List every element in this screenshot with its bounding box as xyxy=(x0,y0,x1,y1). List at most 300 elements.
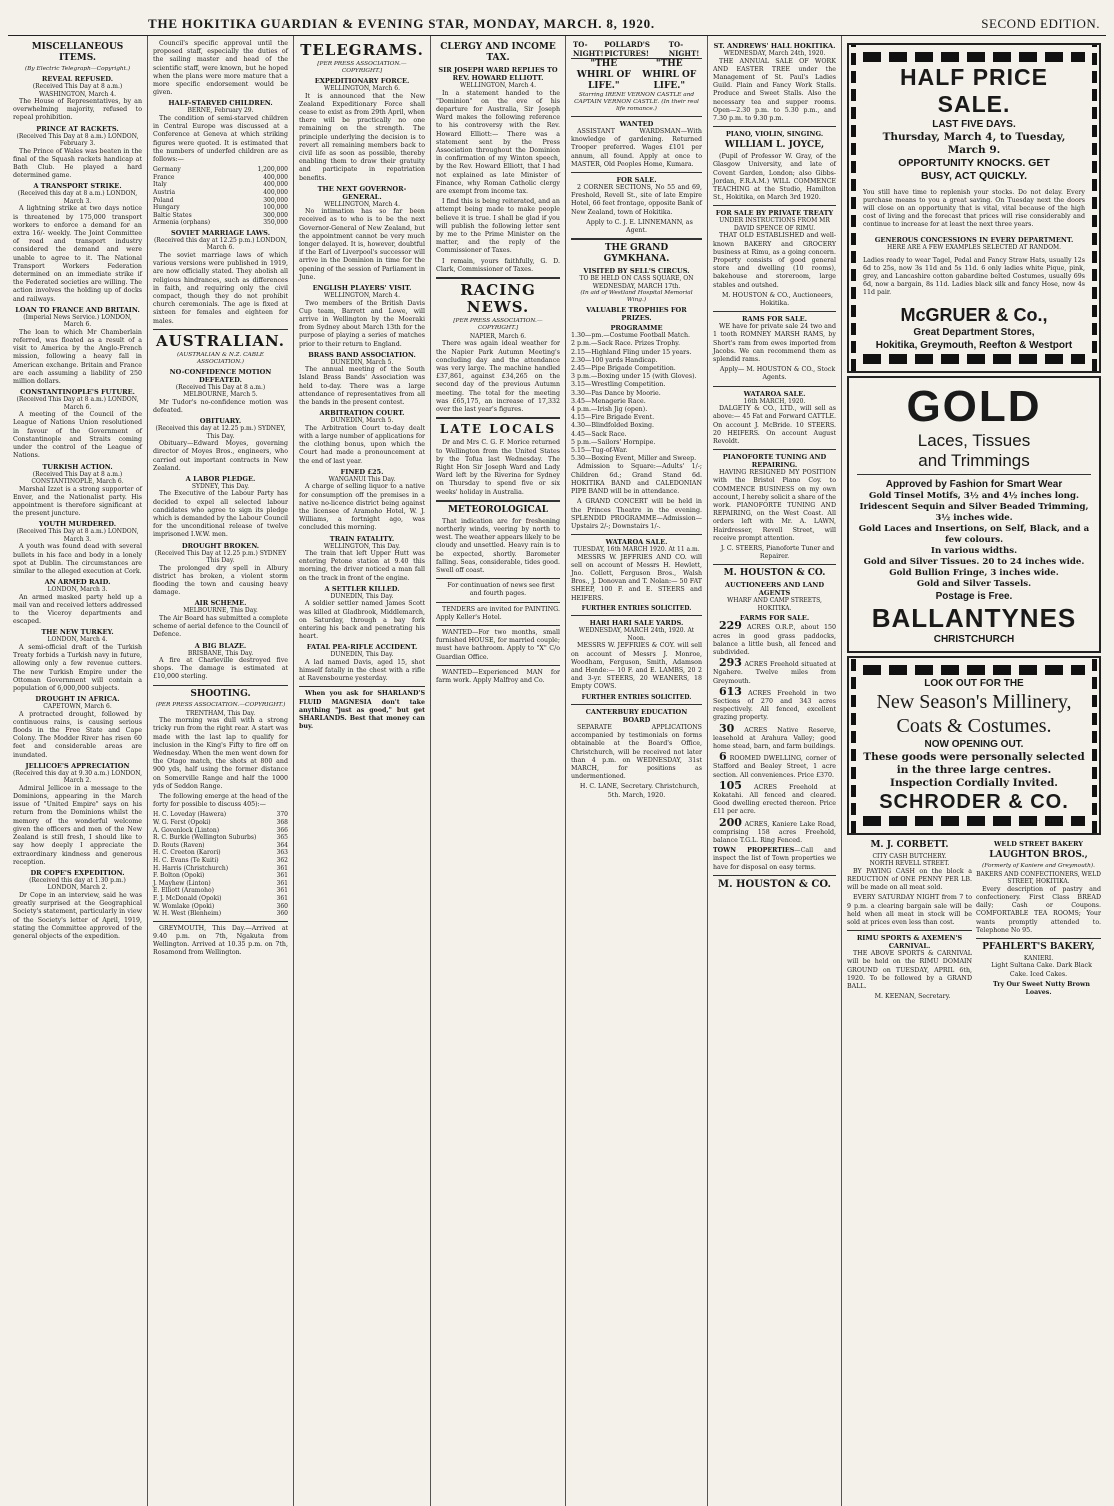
table-row xyxy=(153,880,288,888)
count-cell: 400,000 xyxy=(263,188,288,196)
halfprice-body: You still have time to replenish your stocks. Do not delay. Every purchase means to you a great saving. On Tuesday next the doors will close on an opportunity that is vital, vital because of the high cost of living and the forecast that prices will rise considerably and continue to increase for at least the next three years. xyxy=(863,189,1085,229)
table-row xyxy=(153,910,288,918)
country-cell: Austria xyxy=(153,188,176,196)
scores-table xyxy=(153,811,288,917)
count-cell: 400,000 xyxy=(263,173,288,181)
further-entries-1: FURTHER ENTRIES SOLICITED. xyxy=(581,604,692,612)
gymkhana-aid: (In aid of Westland Hospital Memorial Wing.) xyxy=(580,290,693,304)
column-2 xyxy=(148,36,294,1506)
table-row xyxy=(153,834,288,842)
farm-listing xyxy=(713,619,836,657)
farm-text: ROOMED DWELLING, corner of Stafford and Bealey Street, 1 acre section. All conveniences. Price £370. xyxy=(713,755,836,779)
news-dateline: CAPETOWN, March 6. xyxy=(43,703,112,711)
wataroa2-body: DALGETY & CO., LTD., will sell as above:— 45 Fat and Forward CATTLE. On account J. McBride. 10 STEERS. 20 HEIFERS. On account August Revoldt. xyxy=(713,405,836,445)
telegram-title: FINED £25. xyxy=(340,467,384,476)
wataroa2-heading: WATAROA SALE. xyxy=(743,389,806,398)
country-cell: Italy xyxy=(153,181,167,189)
shooter-name: F. Bolton (Opoki) xyxy=(153,872,205,880)
programme-item: 5.30—Boxing Event, Miller and Sweep. xyxy=(571,455,697,463)
programme-title: PROGRAMME xyxy=(610,324,663,333)
shooting-heading: SHOOTING. xyxy=(190,688,251,699)
laughton-sub: (Formerly of Kaniere and Greymouth). xyxy=(982,862,1095,869)
count-cell: 300,000 xyxy=(263,211,288,219)
halfprice-sub: LAST FIVE DAYS. xyxy=(932,119,1016,130)
mcgruer-name: McGRUER & Co., xyxy=(900,304,1048,325)
shooter-score: 361 xyxy=(276,894,288,902)
gold-approved: Approved by Fashion for Smart Wear xyxy=(885,478,1063,490)
farms-heading: FARMS FOR SALE. xyxy=(739,614,810,623)
shooting-dateline: TRENTHAM, This Day. xyxy=(185,709,256,717)
gold-line: Gold Bullion Fringe, 3 inches wide. xyxy=(889,567,1059,578)
farm-listing xyxy=(713,750,836,780)
table-row xyxy=(153,197,288,205)
town-heading: TOWN PROPERTIES xyxy=(713,847,795,855)
children-body: The condition of semi-starved children in Central Europe was discussed at a Conference at Geneva at which striking figures were quoted. It is estimated that the numbers of underfed children are as follows:— xyxy=(153,114,288,163)
gold-postage: Postage is Free. xyxy=(935,590,1013,602)
corbett-name: M. J. CORBETT. xyxy=(870,839,949,850)
table-row xyxy=(153,827,288,835)
wataroa-date: TUESDAY, 16th MARCH 1920. At 11 a.m. xyxy=(573,546,700,554)
telegrams-heading: TELEGRAMS. xyxy=(300,41,424,59)
shooter-score: 362 xyxy=(276,856,288,864)
farm-listing xyxy=(713,815,836,846)
news-dateline: (Received This Day at 8 a.m.) LONDON, February 3. xyxy=(16,132,139,148)
telegram-body: A lad named Davis, aged 15, shot himself fatally in the chest with a rifle at Ravensbourne yesterday. xyxy=(299,658,425,683)
forsale-contact: Apply to C. J. E. LINNEMANN, as Agent. xyxy=(586,218,693,235)
halfprice-opp-2: BUSY, ACT QUICKLY. xyxy=(921,170,1027,182)
shooter-score: 368 xyxy=(276,819,288,827)
news-dateline: (Imperial News Service.) LONDON, March 6. xyxy=(23,313,132,329)
table-row xyxy=(153,189,288,197)
shooter-score: 361 xyxy=(276,872,288,880)
standrews-body: THE ANNUAL SALE OF WORK AND EASTER TREE under the Management of St. Paul's Ladies Guild. Plain and Fancy Work Stalls. Produce and Sweet Stalls. Also the necessary tea and supper rooms. Open—2.30 p.m. to 5.30 p.m., and 7.30 p.m. to 9.30 p.m. xyxy=(713,57,836,122)
telegram-title: ARBITRATION COURT. xyxy=(319,409,405,418)
telegram-title: BRASS BAND ASSOCIATION. xyxy=(308,350,416,359)
news-body: A youth was found dead with several bullets in his face and body in a lonely spot at Dublin. The circumstances are similar to the alleged execution at Cork. xyxy=(13,543,142,575)
aus-dateline: SYDNEY, This Day. xyxy=(191,482,250,490)
joyce-body: (Pupil of Professor W. Gray, of the Glasgow University, and late of Covent Garden, London; also Gibbs-Jordan, F.R.A.M.) WILL COMMENCE TEACHING at the Studio, Hamilton St., Hokitika, on March 3rd 1920. xyxy=(713,153,836,202)
mcgruer-towns: Hokitika, Greymouth, Reefton & Westport xyxy=(875,339,1073,351)
news-title: JELLICOE'S APPRECIATION xyxy=(25,761,130,770)
aus-title: NO-CONFIDENCE MOTION DEFEATED. xyxy=(169,367,272,384)
shooter-score: 364 xyxy=(276,841,288,849)
telegram-body: A charge of selling liquor to a native for consumption off the premises in a native no-licence district being against the licensee of Aramoho Hotel, W. J. Williams, a fortnight ago, was concluded this morning. xyxy=(299,483,425,532)
gold-lines xyxy=(857,491,1091,590)
laughton-ad xyxy=(976,838,1101,1004)
aus-title: A BIG BLAZE. xyxy=(194,641,247,650)
town-body: —Call and inspect the list of Town properties we have for disposal on easy terms. xyxy=(713,847,836,871)
soviet-body: The soviet marriage laws of which various versions were published in 1919, are now officially stated. They abolish all religious hindrances, such as differences in faith, and requiring only the civil compact, though they do not prohibit church ceremonials. The age is fixed at sixteen for females and eighteen for males. xyxy=(153,251,288,325)
aus-title: DROUGHT BROKEN. xyxy=(181,541,260,550)
pictures-banner xyxy=(571,40,702,59)
programme-item: 4 p.m.—Irish Jig (open). xyxy=(571,406,648,414)
country-cell: France xyxy=(153,173,175,181)
canterbury-sign: H. C. LANE, Secretary. Christchurch, 5th. March, 1920. xyxy=(579,783,700,799)
aus-body: Mr Tudor's no-confidence motion was defeated. xyxy=(153,398,288,414)
wharf-heading: WHARF AND CAMP STREETS, HOKITIKA. xyxy=(727,597,822,612)
clergy-subheading: SIR JOSEPH WARD REPLIES TO REV. HOWARD ELLIOTT. xyxy=(438,66,558,82)
shooter-name: H. C. Evans (Te Kuiti) xyxy=(153,856,219,864)
wanted-body: ASSISTANT WARDSMAN—With knowledge of gardening. Returned Trooper preferred. Wages £101 per annum, all found. Apply at once to MASTER, Old Peoples Home, Kumara. xyxy=(571,128,702,168)
australian-credit: (AUSTRALIAN & N.Z. CABLE ASSOCIATION.) xyxy=(176,351,265,365)
news-dateline: (Received this day at 9.30 a.m.) LONDON, March 2. xyxy=(13,769,142,785)
aus-dateline: (Received This Day at 12.25 p.m.) SYDNEY This Day. xyxy=(154,549,287,565)
column-6 xyxy=(708,36,842,1506)
count-cell: 100,000 xyxy=(263,204,288,212)
news-body: An armed masked party held up a mail van and received letters addressed to the Viceroy departments and escaped. xyxy=(13,593,142,626)
news-body: A lightning strike at two days notice is threatened by 175,000 transport workers to enforce a demand for an extra 16/- weekly. The Joint Committee of road and transport industry considered the demand and were unable to agree to it. The National Transport Workers Federation determined on an immediate strike if the Federated societies are willing. The action involves the holding up of docks and railways. xyxy=(13,205,142,303)
programme-item: 3.30—Pas Dance by Moorie. xyxy=(571,389,661,397)
pfahlert-name: PFAHLERT'S BAKERY, xyxy=(982,941,1095,952)
rimu-heading: RIMU SPORTS & AXEMEN'S CARNIVAL. xyxy=(856,934,963,951)
programme-item: 1.30—pm.—Costume Football Match. xyxy=(571,332,691,340)
clergy-body-2: I find this is being reiterated, and an attempt being made to make people believe it is true. I shall be glad if you will publish the following letter sent by me to the Prime Minister on the matter, and the reply of the Commissioner of Taxes. xyxy=(436,198,560,255)
clergy-dateline: WELLINGTON, March 4. xyxy=(460,82,536,89)
half-price-sale-ad xyxy=(847,43,1101,373)
farm-text: ACRES, Kaniere Lake Road, comprising 158 acres Freehold, balance T.G.L. Ring Fenced. xyxy=(713,820,836,845)
houston-sub: AUCTIONEERS AND LAND AGENTS xyxy=(724,581,825,598)
clergy-heading: CLERGY AND INCOME TAX. xyxy=(440,42,556,63)
scores-intro: The following emerge at the head of the forty for possible to discuss 405):— xyxy=(153,793,288,809)
shooter-score: 360 xyxy=(276,902,288,910)
shooter-score: 370 xyxy=(276,811,288,819)
programme-item: 3 p.m.—Boxing under 15 (with Gloves). xyxy=(571,373,697,381)
telegram-dateline: WELLINGTON, March 4. xyxy=(324,292,400,300)
shooter-score: 361 xyxy=(276,887,288,895)
aus-dateline: BRISBANE, This Day. xyxy=(187,649,254,657)
telegram-dateline: DUNEDIN, This Day. xyxy=(330,592,394,600)
corbett-addr: NORTH REVELL STREET. xyxy=(869,860,950,868)
telegram-dateline: WELLINGTON, March 6. xyxy=(324,85,400,92)
schroder-body: These goods were personally selected in the three large centres. xyxy=(863,750,1085,776)
shooter-name: W. H. West (Blenheim) xyxy=(153,910,222,918)
column-4 xyxy=(431,36,566,1506)
canterbury-heading: CANTERBURY EDUCATION BOARD xyxy=(585,708,688,725)
news-title: REVEAL REFUSED. xyxy=(41,75,114,83)
farm-acres: 229 xyxy=(719,619,742,633)
telegram-dateline: DUNEDIN, March 5. xyxy=(330,358,394,366)
telegram-items xyxy=(299,77,425,683)
meteorological-heading: METEOROLOGICAL xyxy=(447,504,549,515)
clergy-signoff: I remain, yours faithfully, G. D. Clark, Commissioner of Taxes. xyxy=(436,257,560,273)
programme-item: 3.15—Wrestling Competition. xyxy=(571,381,666,389)
farm-text: ACRES O.R.P., about 150 acres in good grass paddocks, balance a little bush, all fenced and subdivided. xyxy=(713,624,836,656)
shooter-name: H. C. Creeton (Karori) xyxy=(153,849,221,857)
gymkhana-sub: VISITED BY SELL'S CIRCUS. xyxy=(583,267,690,276)
laces-line-2: and Trimmings xyxy=(918,450,1030,470)
children-table xyxy=(153,166,288,227)
column-5 xyxy=(566,36,708,1506)
column-7 xyxy=(842,36,1106,1506)
schroder-title-2: Coats & Costumes. xyxy=(896,714,1052,737)
private-treaty-sub: UNDER INSTRUCTIONS FROM MR DAVID SPENCE OF RIMU. xyxy=(719,217,830,232)
forsale-title: FOR SALE. xyxy=(616,176,657,185)
schroder-name: SCHRODER & CO. xyxy=(879,790,1069,813)
news-dateline: (Received This Day at 8 a.m.) LONDON, March 3. xyxy=(16,528,139,543)
wataroa-heading: WATAROA SALE. xyxy=(605,538,668,547)
admission: Admission to Square:—Adults' 1/-; Children 6d.; Grand Stand 6d. HOKITIKA BAND and CALEDONIAN PIPE BAND will be in attendance. xyxy=(571,463,702,496)
concert: A GRAND CONCERT will be held in the Princes Theatre in the evening. SPLENDID PROGRAMME—Admission—Upstairs 2/-; Downstairs 1/-. xyxy=(571,498,702,530)
programme-item: 4.30—Blindfolded Boxing. xyxy=(571,422,655,430)
programme-item: 5.15—Tug-of-War. xyxy=(571,447,628,455)
count-cell: 400,000 xyxy=(263,181,288,189)
telegram-body: It is announced that the New Zealand Expeditionary Force shall cease to exist as from 29th April, when there will be practically no one remaining on the strength. The principle underlying the decision is to revert all remaining members back to civil life as soon as possible, thereby enabling them to draw their gratuity and participate in repatriation benefits. xyxy=(299,92,425,182)
telegram-dateline: DUNEDIN, This Day. xyxy=(330,651,394,659)
edition-label: SECOND EDITION. xyxy=(981,16,1100,31)
piano-heading: PIANO, VIOLIN, SINGING. xyxy=(725,130,824,139)
table-row xyxy=(153,811,288,819)
telegram-body: The train that left Upper Hutt was entering Petone station at 9.40 this morning, the driver noticed a man fall on the track in front of the engine. xyxy=(299,550,425,582)
tonight-right: TO-NIGHT! xyxy=(668,40,700,58)
telegram-dateline: WELLINGTON, This Day. xyxy=(323,542,401,550)
news-title: A TRANSPORT STRIKE. xyxy=(33,182,122,191)
corbett-sub: CITY CASH BUTCHERY. xyxy=(872,852,947,860)
harihari-date: WEDNESDAY, MARCH 24th, 1920. At Noon. xyxy=(578,627,695,642)
wanted-ad-3: WANTED—Experienced MAN for farm work. Apply Malfroy and Co. xyxy=(436,668,560,684)
shooting-body: The morning was dull with a strong tricky run from the right rear. A start was made with the last lap to qualify for inclusion in the King's Fifty to fire off on Wednesday. When the men went down for the Otago match, the shots at 800 and 900 yds, half using the former distance on Somerville Range and half the 1000 yds of Seddon Range. xyxy=(153,717,288,790)
schroder-inspection: Inspection Cordially Invited. xyxy=(890,776,1058,789)
aus-dateline: MELBOURNE, This Day. xyxy=(183,607,258,615)
table-row xyxy=(153,872,288,880)
news-title: DR COPE'S EXPEDITION. xyxy=(30,868,125,877)
programme-item: 4.45—Sack Race. xyxy=(571,430,627,438)
shooter-score: 361 xyxy=(276,864,288,872)
schroder-open: NOW OPENING OUT. xyxy=(924,738,1024,750)
farm-text: ACRES Freehold situated at Ngahere. Twelve miles from Greymouth. xyxy=(713,661,836,685)
column-3 xyxy=(294,36,431,1506)
news-dateline: (Received This Day at 8 a.m.) CONSTANTINOPLE, March 6. xyxy=(31,470,124,485)
shooting-credit: (PER PRESS ASSOCIATION.—COPYRIGHT.) xyxy=(155,701,286,708)
table-row xyxy=(153,219,288,227)
aus-dateline: (Received This Day at 8 a.m.) MELBOURNE, March 5. xyxy=(175,383,266,399)
halfprice-dates: Thursday, March 4, to Tuesday, March 9. xyxy=(882,131,1066,156)
halfprice-opp-1: OPPORTUNITY KNOCKS. GET xyxy=(898,157,1050,169)
halfprice-here: HERE ARE A FEW EXAMPLES SELECTED AT RANDOM. xyxy=(886,243,1062,251)
news-body: The House of Representatives, by an overwhelming majority, refused to repeal prohibition. xyxy=(13,98,142,122)
news-dateline: (Received this day at 8 a.m.) LONDON, March 3. xyxy=(17,190,138,205)
gold-line: In various widths. xyxy=(930,545,1018,556)
programme-item: 5 p.m.—Sailors' Hornpipe. xyxy=(571,438,656,446)
rams-body: WE have for private sale 24 two and 1 tooth ROMNEY MARSH RAMS, by Short's ram from ewes imported from Jacobs. We can recommend them as splendid rams. xyxy=(713,323,836,363)
country-cell: Baltic States xyxy=(153,211,192,219)
racing-heading: RACING NEWS. xyxy=(460,280,536,316)
programme-item: 2 p.m.—Sack Race. Prizes Trophy. xyxy=(571,340,680,348)
film-title-right: "THE WHIRL OF LIFE." xyxy=(642,59,697,91)
aus-body: The Air Board has submitted a complete scheme of aerial defence to the Council of Defence. xyxy=(153,614,289,639)
bottom-ads xyxy=(847,838,1101,1004)
canterbury-body: SEPARATE APPLICATIONS accompanied by testimonials on forms obtainable at the Board's Office, Christchurch, will be received not later than 4 p.m. on WEDNESDAY, 31st MARCH, for positions as undermentioned. xyxy=(571,724,702,781)
ballantynes-city: CHRISTCHURCH xyxy=(933,633,1015,645)
news-dateline: LONDON, March 4. xyxy=(47,636,108,644)
aus-body: The Executive of the Labour Party has decided to expel all selected labour candidates who agree to sign its pledge which is demanded by the Labour Council for the unconditional release of twelve imprisoned I.W.W. men. xyxy=(153,490,288,539)
shooter-score: 366 xyxy=(276,826,288,834)
racing-body: There was again ideal weather for the Napier Park Autumn Meeting's concluding day and the attendance was very large. The machine handled £37,861, against £34,265 on the second day of the previous Autumn meeting. The total for the meeting was £65,175, an increase of 17,332 over the last year's figures. xyxy=(436,340,560,414)
piano-tuning-body: HAVING RESIGNED MY POSITION with the Bristol Piano Coy. to COMMENCE BUSINESS on my own account, I hereby solicit a share of the work. PIANOFORTE TUNING AND REPAIRING, on the West Coast. All orders left with Mr. A. LAWN, Hairdresser, Revell Street, will receive prompt attention. xyxy=(713,469,836,542)
aus-body: Obituary—Edward Moyes, governing director of Moyes Bros., engineers, who carried out important contracts in New Zealand. xyxy=(153,440,288,472)
misc-heading: MISCELLANEOUS ITEMS. xyxy=(31,42,124,63)
news-dateline: (Received This Day at 8 a.m.) WASHINGTON, March 4. xyxy=(32,83,123,98)
telegram-body: No intimation has so far been received as to who is to be the next Governor-General of New Zealand, but the appointment cannot be very much longer delayed. It is, however, doubtful if the Earl of Liverpool's successor will arrive in the Dominion in time for the opening of the session of Parliament in June. xyxy=(299,208,425,281)
news-title: YOUTH MURDERED. xyxy=(38,520,117,529)
pollards-pictures: POLLARD'S PICTURES! xyxy=(604,40,650,58)
table-row xyxy=(153,174,288,182)
farm-text: ACRES Freehold in two Sections of 270 and 343 acres respectively. All fenced, excellent grazing property. xyxy=(713,689,836,722)
pfahlert-place: KANIERI. xyxy=(1023,954,1054,962)
telegram-dateline: DUNEDIN, March 5. xyxy=(330,417,394,425)
news-body: A meeting of the Council of the League of Nations Union resolutioned in favour of the Government of Constantinople and Straits coming under the control of the League of Nations. xyxy=(13,411,142,460)
telegram-body: A soldier settler named James Scott was killed at Gladbrook, Middlemarch, on Saturday, through a bay fork entering his back and penetrating his heart. xyxy=(299,600,425,641)
pfahlert-items: Light Sultana Cake. Dark Black Cake. Iced Cakes. xyxy=(991,962,1092,978)
farm-acres: 200 xyxy=(719,815,742,829)
australian-items xyxy=(153,368,288,682)
telegram-dateline: WELLINGTON, March 4. xyxy=(324,200,400,208)
town-properties xyxy=(713,847,836,872)
country-cell: Germany xyxy=(153,166,181,174)
film-title-left: "THE WHIRL OF LIFE." xyxy=(576,59,631,91)
farm-listing xyxy=(713,721,836,752)
farm-acres: 293 xyxy=(719,656,742,670)
telegram-body: The annual meeting of the South Island Brass Bands' Association was held to-day. There was a large attendance of representatives from all the bands in the present contest. xyxy=(299,366,425,407)
count-cell: 1,200,000 xyxy=(257,166,288,174)
table-row xyxy=(153,887,288,895)
table-row xyxy=(153,204,288,212)
masthead-title: THE HOKITIKA GUARDIAN & EVENING STAR, MONDAY, MARCH. 8, 1920. xyxy=(148,16,655,31)
shooter-score: 365 xyxy=(276,834,288,842)
telegram-title: A SETTLER KILLED. xyxy=(324,584,400,593)
news-dateline: (Received This Day at 8 a.m.) LONDON, March 6. xyxy=(16,396,139,411)
telegram-title: THE NEXT GOVERNOR-GENERAL. xyxy=(317,184,407,201)
forsale-body: 2 CORNER SECTIONS, No 55 and 69, Freshold, Revell St., site of late Empire Hotel, 66 feet frontage, opposite Bank of New Zealand, town of Hokitika. xyxy=(571,184,702,216)
table-row xyxy=(153,166,288,174)
gold-laces-ad xyxy=(847,376,1101,653)
shooter-name: D. Routs (Raven) xyxy=(153,841,205,849)
corbett-body: BY PAYING CASH on the block a REDUCTION of ONE PENNY PER LB. will be made on all meat sold. xyxy=(847,867,972,892)
laces-line-1: Laces, Tissues xyxy=(917,430,1031,450)
wataroa-body: MESSRS W. JEFFRIES AND CO. will sell on account of Messrs H. Hewlett, Jno. Collett, Ferguson Bros., Walsh Bros., J. Donovan and T. Nolan:— 50 FAT SHEEP, 100 F. and E. STEERS and HEIFERS. xyxy=(571,553,702,602)
table-row xyxy=(153,865,288,873)
programme-item: 2.15—Highland Fling under 15 years. xyxy=(571,348,692,356)
country-cell: Poland xyxy=(153,196,174,204)
news-body: Admiral Jellicoe in a message to the Dominions, appearing in the March issue of "United Empire" says on his return from the Dominions whilst the memory of the wonderful welcome given the officers and men of the New Zealand is still fresh, I should like to say how deeply I appreciate the extraordinary kindness and generous reception. xyxy=(13,784,142,866)
table-row xyxy=(153,857,288,865)
telegram-dateline: WANGANUI This Day. xyxy=(328,475,396,483)
farm-acres: 6 xyxy=(719,750,727,764)
rimu-body: THE ABOVE SPORTS & CARNIVAL will be held on the RIMU DOMAIN GROUND on TUESDAY, APRIL 6th, 1920. To be followed by a GRAND BALL. xyxy=(847,950,972,990)
shooter-name: W. Womlake (Opoki) xyxy=(153,902,215,910)
shooter-name: F. J. McDonald (Opoki) xyxy=(153,894,222,902)
masthead xyxy=(8,16,1106,36)
misc-credit: (By Electric Telegraph—Copyright.) xyxy=(24,66,131,72)
news-body: Marshal Izzet is a strong supporter of Enver, and the Nationalist party. His appointment is therefore significant at the present juncture. xyxy=(13,485,142,518)
farm-listing xyxy=(713,778,836,817)
joyce-name: WILLIAM L. JOYCE, xyxy=(724,140,825,151)
farm-acres: 613 xyxy=(719,684,742,698)
farm-text: ACRES Native Reserve, leasehold at Arahura Valley; good home stead, barn, and farm buildings. xyxy=(713,726,836,750)
standrews-heading: ST. ANDREWS' HALL HOKITIKA. xyxy=(713,42,836,50)
children-title: HALF-STARVED CHILDREN. xyxy=(168,99,273,108)
racing-dateline: NAPIER, March 6. xyxy=(469,332,527,340)
rams-sign: Apply— M. HOUSTON & CO., Stock Agents. xyxy=(719,366,836,382)
standrews-date: WEDNESDAY, March 24th, 1920. xyxy=(723,50,826,57)
table-row xyxy=(153,819,288,827)
gold-line: Gold and Silver Tissues. 20 to 24 inches wide. xyxy=(863,556,1085,567)
greymouth-shipping: GREYMOUTH, This Day.—Arrived at 9.40 p.m. on 7th, Ngakuta from Wellington. Arrived at 10.35 p.m. on 7th, Rosamond from Wellington. xyxy=(153,924,288,957)
farm-listing xyxy=(713,684,836,723)
schroder-stripe xyxy=(863,665,1085,675)
news-body: Dr Cope in an interview, said he was greatly surprised at the Geographical Society's statement, particularly in view of the Society's letter of April, 1919, stating the Committee approved of the general objects of the expedition. xyxy=(13,891,142,940)
private-treaty-sign: M. HOUSTON & CO., Auctioneers, Hokitika. xyxy=(721,291,834,307)
prizes: VALUABLE TROPHIES FOR PRIZES. xyxy=(586,306,687,323)
schroder-stripe-bottom xyxy=(863,816,1085,826)
aus-title: A LABOR PLEDGE. xyxy=(185,474,256,483)
houston-banner: M. HOUSTON & CO. xyxy=(723,568,826,579)
count-cell: 350,000 xyxy=(263,219,288,227)
news-title: THE NEW TURKEY. xyxy=(41,628,114,637)
corbett-ad xyxy=(847,838,972,1004)
ballantynes-name: BALLANTYNES xyxy=(871,602,1077,633)
farm-listing xyxy=(713,656,836,686)
programme-list xyxy=(571,332,702,463)
programme-item: 3.45—Menagerie Race. xyxy=(571,397,646,405)
wataroa2-date: 16th MARCH, 1920. xyxy=(743,397,806,405)
shooter-name: E. Elliott (Aramoho) xyxy=(153,887,214,895)
private-treaty-heading: FOR SALE BY PRIVATE TREATY xyxy=(715,209,834,218)
schroder-ad xyxy=(847,656,1101,835)
private-treaty-body: THAT OLD ESTABLISHED and well-known BAKERY and GROCERY business at Rimu, as a going concern. Property consists of good general store and dwelling (10 rooms), bakehouse and storeroom, large stables and outshed. xyxy=(713,232,836,289)
aus-title: OBITUARY. xyxy=(199,417,242,426)
farm-acres: 105 xyxy=(719,778,742,792)
schroder-title-1: New Season's Millinery, xyxy=(876,690,1072,713)
gold-line: Gold Tinsel Motifs, 3½ and 4½ inches long. xyxy=(868,490,1080,501)
mcgruer-sub: Great Department Stores, xyxy=(913,326,1035,338)
programme-item: 2.45—Pipe Brigade Competition. xyxy=(571,365,676,373)
farms-list xyxy=(713,619,836,845)
table-row xyxy=(153,903,288,911)
corbett-saturday: EVERY SATURDAY NIGHT from 7 to 9 p.m. a clearing bargain sale will be held when all meat in stock will be sold at prices even less than cost. xyxy=(847,894,972,926)
news-title: DROUGHT IN AFRICA. xyxy=(35,695,120,704)
gold-title: GOLD xyxy=(906,381,1042,431)
piano-tuning-heading: PIANOFORTE TUNING AND REPAIRING. xyxy=(722,453,827,470)
wanted-ad-2: WANTED—For two months, small furnished HOUSE, for married couple; must have bathroom. Apply to "X" C/o Guardian Office. xyxy=(436,628,560,661)
ad-border-stripe-bottom xyxy=(863,354,1085,364)
clergy-body-1: In a statement handed to the "Dominion" on the eve of his departure for Australia, Sir Joseph Ward makes the following reference to his controversy with the Rev. Howard Elliott:— There was a statement sent by the Press Association throughout the Dominion in confirmation of my Winton speech, by the Rev. Howard Elliott, that I had not explained as late Minister of Finance, why Roman Catholic clergy are exempt from income tax. xyxy=(436,89,560,195)
news-title: LOAN TO FRANCE AND BRITAIN. xyxy=(15,305,140,314)
news-body: A protracted drought, followed by continuous rains, is causing serious floods in the Free State and Cape Colony. The Modder River has risen 60 feet and considerable areas are inundated. xyxy=(13,710,142,759)
halfprice-generous: GENEROUS CONCESSIONS IN EVERY DEPARTMENT. xyxy=(874,235,1074,244)
telegram-title: EXPEDITIONARY FORCE. xyxy=(314,77,410,85)
gymkhana-heading: THE GRAND GYMKHANA. xyxy=(603,243,670,265)
harihari-body: MESSRS W. JEFFRIES & COY. will sell on account of Messrs J. Monroe, Woodham, Ferguson, Smith, Adamson and Hende:— 10 F. and E. LAMBS, 20 2 and 3-yr. STEERS, 20 WEANERS, 18 Empty COWS. xyxy=(571,642,702,691)
table-row xyxy=(153,895,288,903)
film-titles xyxy=(571,59,702,92)
country-cell: Hungary xyxy=(153,204,180,212)
soviet-title: SOVIET MARRIAGE LAWS. xyxy=(171,228,270,237)
shooter-score: 363 xyxy=(276,849,288,857)
continuation-note: For continuation of news see first and fourth pages. xyxy=(447,582,555,598)
piano-tuning-sign: J. C. STEERS, Pianoforte Tuner and Repairer. xyxy=(720,544,835,561)
laughton-name: LAUGHTON BROS., xyxy=(989,849,1088,860)
news-body: The loan to which Mr Chamberlain referred, was floated as a result of a visit to America by the Anglo-French mission, following a heavy fall in American exchange. Britain and France are each assuming a liability of 250 million dollars. xyxy=(13,328,142,386)
wanted-title: WANTED xyxy=(619,120,654,128)
misc-items xyxy=(13,75,142,941)
news-title: TURKISH ACTION. xyxy=(42,462,113,471)
table-row xyxy=(153,842,288,850)
country-cell: Armenia (orphans) xyxy=(153,219,211,227)
news-dateline: LONDON, March 3. xyxy=(47,586,108,594)
schroder-lookout: LOOK OUT FOR THE xyxy=(924,677,1024,689)
children-dateline: BERNE, February 29. xyxy=(187,107,254,115)
table-row xyxy=(153,212,288,220)
